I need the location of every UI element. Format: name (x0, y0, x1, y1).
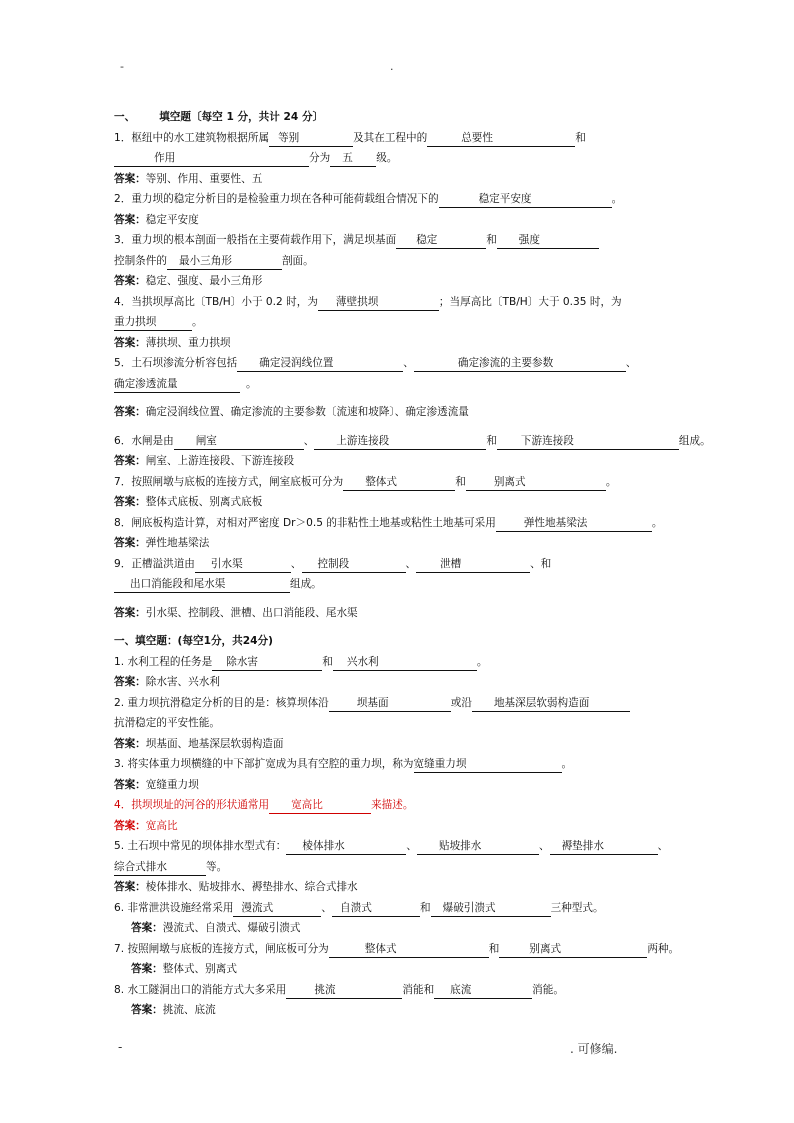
answer-3 (114, 271, 724, 292)
blank-spacer (267, 151, 309, 167)
blank-answer: 下游连接段 (497, 434, 679, 450)
question-3 (114, 230, 724, 251)
question-text: ；当厚高比〔TB/H〕大于 0.35 时，为 (438, 295, 622, 308)
question-6 (114, 431, 724, 452)
section-title (114, 107, 724, 128)
question-text: 和 (420, 901, 431, 914)
question-text: 8. 水工隧洞出口的消能方式大多采用 (114, 983, 287, 996)
answer-label: 答案： (114, 606, 146, 619)
question-text: 、 (538, 840, 550, 852)
answer-label: 答案： (114, 213, 146, 226)
question-text: 和 (455, 475, 466, 488)
answer-p1 (114, 672, 724, 693)
blank-answer: 确定渗流的主要参数 (414, 356, 626, 372)
answer-label: 答案： (114, 275, 146, 287)
answer-p6 (114, 918, 724, 939)
answer-label: 答案： (131, 1004, 163, 1016)
question-text: 。 (611, 193, 623, 205)
question-p5-cont (114, 857, 724, 878)
answer-6 (114, 451, 724, 472)
answer-text: 稳定平安度 (145, 213, 199, 226)
answer-text: 漫流式、自溃式、爆破引溃式 (162, 922, 301, 934)
question-p2-cont (114, 713, 724, 734)
answer-label: 答案： (114, 737, 146, 750)
blank-answer: 漫流式 (233, 901, 321, 917)
answer-label: 答案： (131, 963, 163, 975)
answer-label: 答案： (114, 881, 146, 893)
question-text: 和 (486, 434, 497, 447)
answer-text: 薄拱坝、重力拱坝 (145, 336, 231, 349)
blank-answer: 棱体排水 (286, 839, 406, 855)
answer-text: 宽缝重力坝 (145, 778, 199, 791)
blank-answer: 五 (330, 151, 376, 167)
question-p7 (114, 939, 724, 960)
answer-label: 答案： (114, 406, 146, 418)
blank-answer: 自溃式 (332, 901, 420, 917)
answer-text: 引水渠、控制段、泄槽、出口消能段、尾水渠 (145, 606, 358, 619)
answer-p4 (114, 816, 724, 837)
blank-answer: 引水渠 (195, 557, 291, 573)
answer-label: 答案： (131, 922, 163, 934)
question-text: 、 (303, 434, 315, 447)
answer-label: 答案： (114, 336, 146, 349)
document-body (114, 107, 724, 1021)
question-2 (114, 189, 724, 210)
blank-answer: 等别 (269, 131, 353, 147)
question-text: 3. 将实体重力坝横缝的中下部扩宽成为具有空腔的重力坝，称为 (114, 758, 414, 770)
answer-text: 确定浸润线位置、确定渗流的主要参数〔流速和坡降〕、确定渗透流量 (145, 406, 469, 418)
question-9 (114, 554, 724, 575)
blank-answer: 弹性地基梁法 (496, 516, 652, 532)
blank-answer: 薄壁拱坝 (318, 295, 439, 311)
question-text: 或沿 (450, 696, 472, 709)
question-3-cont (114, 251, 724, 272)
question-text: 5．土石坝渗流分析容包括 (114, 357, 238, 369)
blank-answer: 爆破引溃式 (431, 901, 551, 917)
section-2-title: 一、填空题：(每空1分，共24分) (114, 635, 273, 647)
blank-answer: 控制段 (302, 557, 406, 573)
question-text: 分为 (309, 152, 331, 164)
question-text: 。 (561, 758, 573, 770)
blank-answer: 别离式 (499, 942, 647, 958)
question-p6 (114, 898, 724, 919)
header-center: . (390, 60, 394, 73)
blank-answer: 稳定平安度 (439, 192, 612, 208)
blank-answer: 整体式 (329, 942, 489, 958)
question-p3 (114, 754, 724, 775)
blank-answer: 坝基面 (329, 696, 451, 712)
question-text: 。 (605, 475, 617, 488)
answer-text: 整体式、别离式 (162, 963, 237, 975)
answer-label: 答案： (114, 676, 146, 688)
blank-answer: 整体式 (343, 475, 455, 491)
answer-label: 答案： (114, 819, 146, 832)
blank-answer: 宽高比 (269, 798, 371, 814)
answer-p2 (114, 734, 724, 755)
answer-text: 坝基面、地基深层软弱构造面 (145, 737, 284, 750)
blank-answer: 褥垫排水 (550, 839, 658, 855)
blank-answer: 确定渗透流量 (114, 377, 240, 393)
question-8 (114, 513, 724, 534)
question-text: 7. 按照闸墩与底板的连接方式，闸底板可分为 (114, 942, 329, 955)
answer-text: 棱体排水、贴坡排水、褥垫排水、综合式排水 (145, 881, 358, 893)
blank-answer: 宽缝重力坝 (414, 757, 562, 773)
answer-2 (114, 210, 724, 231)
question-text: 。 (476, 655, 488, 668)
blank-answer: 最小三角形 (167, 254, 282, 270)
blank-answer: 上游连接段 (314, 434, 486, 450)
answer-p7 (114, 959, 724, 980)
blank-answer: 确定浸润线位置 (237, 356, 403, 372)
blank-answer: 除水害 (212, 655, 322, 671)
question-text: 4．拱坝坝址的河谷的形状通常用 (114, 799, 270, 811)
answer-text: 挑流、底流 (162, 1004, 216, 1016)
question-text: 4．当拱坝厚高比〔TB/H〕小于 0.2 时，为 (114, 295, 318, 308)
question-text: 9．正槽溢洪道由 (114, 557, 195, 570)
question-text: 、和 (530, 557, 552, 570)
question-p8 (114, 980, 724, 1001)
blank-answer: 稳定 (396, 233, 486, 249)
answer-text: 宽高比 (145, 819, 178, 832)
question-p2 (114, 693, 724, 714)
answer-7 (114, 492, 724, 513)
footer-right: . 可修编. (570, 1042, 618, 1056)
question-p1 (114, 652, 724, 673)
question-text: 。 (192, 316, 203, 328)
question-7 (114, 472, 724, 493)
blank-answer: 挑流 (286, 983, 402, 999)
footer-left: - (118, 1040, 123, 1054)
question-text: 和 (322, 655, 333, 668)
question-text: 、 (405, 557, 417, 570)
answer-label: 答案： (114, 172, 146, 185)
question-text: 组成。 (290, 578, 322, 590)
question-text: 8．闸底板构造计算，对相对严密度 Dr＞0.5 的非粘性土地基或粘性土地基可采用 (114, 516, 496, 529)
question-text: 、 (657, 840, 669, 852)
question-text: 两种。 (647, 942, 680, 955)
blank-answer: 底流 (434, 983, 532, 999)
blank-answer: 兴水利 (333, 655, 477, 671)
question-text: 1. 水利工程的任务是 (114, 655, 213, 668)
question-text: 1．枢纽中的水工建筑物根据所属 (114, 131, 270, 144)
question-text: 级。 (376, 152, 398, 164)
question-text: 和 (488, 942, 500, 955)
blank-answer: 重力拱坝 (114, 315, 192, 331)
section-title-number: 一、 (114, 111, 136, 123)
question-text: 等。 (206, 860, 228, 873)
answer-p5 (114, 877, 724, 898)
question-9-cont (114, 574, 724, 595)
blank-answer: 闸室 (174, 434, 304, 450)
question-text: 7．按照闸墩与底板的连接方式，闸室底板可分为 (114, 475, 344, 488)
answer-9 (114, 603, 724, 624)
question-text: 、 (290, 557, 302, 570)
question-text: 来描述。 (371, 799, 414, 811)
question-text: 2. 重力坝抗滑稳定分析的目的是：核算坝体沿 (114, 696, 329, 709)
blank-answer: 泄槽 (416, 557, 530, 573)
answer-text: 除水害、兴水利 (145, 676, 220, 688)
question-5 (114, 353, 724, 374)
question-text: 组成。 (678, 434, 711, 447)
question-1-cont (114, 148, 724, 169)
answer-p8 (114, 1000, 724, 1021)
answer-text: 等别、作用、重要性、五 (145, 172, 263, 185)
blank-answer: 出口消能段和尾水渠 (114, 577, 290, 593)
blank-answer: 综合式排水 (114, 860, 206, 876)
section-title-text: 填空题〔每空 1 分，共计 24 分〕 (159, 111, 324, 123)
question-text: 和 (575, 131, 586, 144)
blank-answer: 地基深层软弱构造面 (472, 696, 630, 712)
answer-text: 闸室、上游连接段、下游连接段 (145, 455, 295, 467)
answer-label: 答案： (114, 455, 146, 467)
answer-label: 答案： (114, 537, 146, 549)
answer-4 (114, 333, 724, 354)
question-text: 。 (651, 516, 663, 529)
question-text: 及其在工程中的 (353, 131, 428, 144)
answer-text: 稳定、强度、最小三角形 (145, 275, 263, 287)
answer-1 (114, 169, 724, 190)
question-text: 6. 非常泄洪设施经常采用 (114, 901, 234, 914)
question-text: 、 (406, 840, 417, 852)
question-text: 、 (403, 357, 414, 369)
question-text: 控制条件的 (114, 254, 167, 267)
blank-answer: 贴坡排水 (417, 839, 539, 855)
question-p4 (114, 795, 724, 816)
blank-answer: 总要性 (427, 131, 575, 147)
question-text: 。 (246, 377, 257, 390)
question-4-cont (114, 312, 724, 333)
question-5-cont (114, 374, 724, 395)
question-text: 6．水闸是由 (114, 434, 174, 447)
answer-5 (114, 402, 724, 423)
question-text: 三种型式。 (550, 901, 604, 914)
question-text: 消能和 (402, 983, 435, 996)
blank-answer: 别离式 (466, 475, 606, 491)
question-text: 、 (321, 901, 333, 914)
question-1 (114, 128, 724, 149)
answer-label: 答案： (114, 778, 146, 791)
question-text: 和 (486, 234, 497, 246)
question-text: 抗滑稳定的平安性能。 (114, 717, 220, 729)
question-text: 3．重力坝的根本剖面一般指在主要荷载作用下，满足坝基面 (114, 234, 397, 246)
header-left: - (120, 60, 124, 73)
question-p5 (114, 836, 724, 857)
answer-text: 整体式底板、别离式底板 (145, 496, 263, 508)
question-text: 、 (625, 357, 637, 369)
question-text: 2．重力坝的稳定分析目的是检验重力坝在各种可能荷载组合情况下的 (114, 193, 439, 205)
question-text: 剖面。 (281, 254, 314, 267)
answer-label: 答案： (114, 496, 146, 508)
answer-text: 弹性地基梁法 (145, 537, 210, 549)
question-text: 5. 土石坝中常见的坝体排水型式有： (114, 840, 287, 852)
question-text: 消能。 (532, 983, 564, 996)
blank-answer: 作用 (114, 151, 267, 167)
blank-answer: 强度 (497, 233, 599, 249)
question-4 (114, 292, 724, 313)
answer-8 (114, 533, 724, 554)
answer-p3 (114, 775, 724, 796)
